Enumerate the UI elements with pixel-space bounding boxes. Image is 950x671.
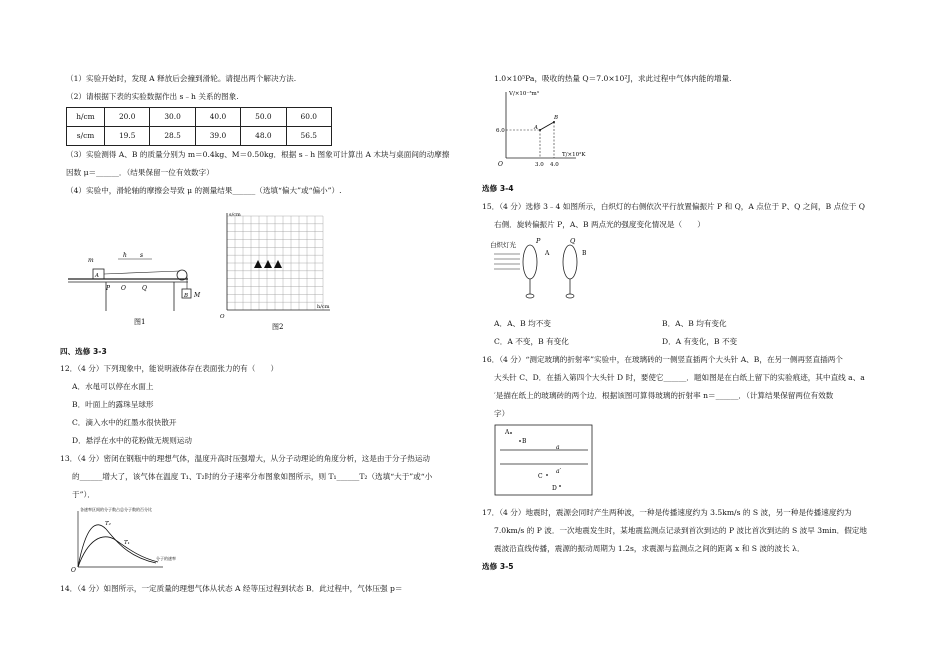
- fig14-label-b: B: [554, 115, 559, 121]
- q12-option-a: A．水黾可以停在水面上: [72, 382, 154, 391]
- section-heading-3-4: 选修 3-4: [482, 184, 514, 193]
- figure15-polarizers: [490, 232, 610, 304]
- q17-line1: 17．（4 分）地震时，震源会同时产生两种波，一种是传播速度约为 3.5km/s 的 S 波，另一种是传播速度约为: [482, 508, 852, 517]
- q15-option-c: C．A 不变，B 有变化: [494, 337, 569, 346]
- q16-line2: 大头针 C、D．在插入第四个大头针 D 时，要使它______．题如图是在白纸上留下的实验痕迹，其中直线 a、a: [494, 373, 865, 382]
- fig15-lamp-label: 白炽灯光: [490, 241, 516, 249]
- fig13-xlabel: 分子的速率: [156, 556, 176, 561]
- fig14-origin: O: [498, 161, 503, 168]
- q16-line1: 16．（4 分）“测定玻璃的折射率”实验中，在玻璃砖的一侧竖直插两个大头针 A、B，在另一侧再竖直插两个: [482, 355, 843, 364]
- curve-t2: [78, 537, 158, 567]
- fig13-label-t2: T₂: [105, 521, 111, 527]
- table-row: [67, 127, 332, 146]
- section-heading-3-5: 选修 3-5: [482, 562, 514, 571]
- fig2-xlabel: h/cm: [317, 304, 330, 310]
- fig1-label-m: m: [88, 257, 94, 264]
- fig16-label-c-pin: C: [538, 473, 543, 480]
- q14-line2: 1.0×10⁵Pa，吸收的热量 Q＝7.0×10²J，求此过程中气体内能的增量.: [494, 74, 732, 83]
- curve-t1: [78, 525, 156, 567]
- fig2-ylabel: s/cm: [229, 212, 241, 218]
- q13-line2: 的______增大了，该气体在温度 T₁、T₂时的分子速率分布图象如图所示，则 T₁______T₂（选填“大于”或“小: [72, 472, 433, 481]
- fig16-label-b-pin: B: [522, 438, 527, 445]
- data-marker: [274, 260, 282, 268]
- q13-line3: 于”）．: [72, 490, 95, 499]
- q15-line2: 右侧．旋转偏振片 P，A、B 两点光的强度变化情况是（ ）: [494, 220, 705, 229]
- polarizer-q: [563, 245, 577, 279]
- fig1-label-s: s: [140, 252, 144, 259]
- table-cell: 19.5: [105, 127, 150, 146]
- data-marker: [264, 260, 272, 268]
- q12-stem: 12．（4 分）下列现象中，能说明液体存在表面张力的有（ ）: [60, 364, 279, 373]
- fig2-origin: O: [220, 314, 225, 320]
- q13-line1: 13．（4 分）密闭在钢瓶中的理想气体，温度升高时压强增大，从分子动理论的角度分析，这是由于分子热运动: [60, 454, 431, 463]
- q12-option-b: B．叶面上的露珠呈球形: [72, 400, 154, 409]
- fig13-origin: O: [71, 567, 76, 573]
- polarizer-p: [523, 245, 537, 279]
- table-cell: 60.0: [286, 108, 331, 127]
- fig15-label-p: P: [536, 237, 541, 245]
- q12-option-d: D．悬浮在水中的花粉做无规则运动: [72, 436, 192, 445]
- fig1-label-A: A: [95, 273, 99, 279]
- table-cell: 40.0: [195, 108, 240, 127]
- fig16-label-a-line: a: [556, 444, 560, 451]
- fig16-label-a-prime-line: a′: [556, 468, 561, 475]
- fig13-label-t1: T₁: [124, 540, 130, 546]
- fig1-label-B: B: [184, 293, 189, 299]
- fig16-label-a-pin: A: [505, 429, 510, 436]
- fig1-label-O: O: [121, 285, 126, 292]
- table-cell: 56.5: [286, 127, 331, 146]
- q16-line3: ′是描在纸上的玻璃砖的两个边．根据该图可算得玻璃的折射率 n＝______．（计算结果保留两位有效数: [494, 391, 834, 400]
- q11-part2: （2）请根据下表的实验数据作出 s﹣h 关系的图象.: [66, 92, 239, 101]
- figure16-glass-trace: [494, 424, 594, 496]
- q11-part4: （4）实验中，滑轮轴的摩擦会导致 μ 的测量结果______（选填“偏大”或“偏小”）.: [66, 186, 342, 195]
- q12-option-c: C．滴入水中的红墨水很快散开: [72, 418, 177, 427]
- table-header: h/cm: [67, 108, 105, 127]
- fig14-label-a: A: [534, 125, 538, 131]
- fig14-x-tick1: 3.0: [535, 162, 544, 168]
- figure1-apparatus: [66, 246, 206, 326]
- fig14-x-tick2: 4.0: [550, 162, 559, 168]
- table-row: [67, 108, 332, 127]
- table-cell: 30.0: [150, 108, 195, 127]
- table-header: s/cm: [67, 127, 105, 146]
- fig14-y-tick: 6.0: [496, 128, 505, 134]
- section-heading-3-3: 四、选修 3-3: [60, 347, 107, 356]
- q15-option-d: D．A 有变化，B 不变: [662, 337, 738, 346]
- q17-line2: 7.0km/s 的 P 波．一次地震发生时，某地震监测点记录到首次到达的 P 波比首次到达的 S 波早 3min．假定地: [494, 526, 867, 535]
- fig2-caption: 图2: [272, 323, 284, 331]
- fig14-xlabel: T/×10²K: [562, 152, 586, 158]
- fig1-label-h: h: [123, 252, 127, 259]
- table-cell: 39.0: [195, 127, 240, 146]
- fig15-label-a: A: [545, 250, 550, 257]
- fig16-label-d-pin: D: [552, 485, 557, 492]
- q15-option-b: B．A、B 均有变化: [662, 319, 727, 328]
- q16-line4: 字）: [494, 409, 510, 418]
- fig15-label-b: B: [582, 250, 587, 257]
- table-cell: 20.0: [105, 108, 150, 127]
- figure14-vt-graph: [496, 88, 606, 172]
- q11-part3b: 因数 μ＝______．（结果保留一位有效数字）: [66, 168, 214, 177]
- point-b: [553, 121, 555, 123]
- table-cell: 48.0: [241, 127, 286, 146]
- data-marker: [254, 260, 262, 268]
- q15-line1: 15．（4 分）选修 3﹣4 如图所示，白炽灯的右侧依次平行放置偏振片 P 和 Q，A 点位于 P、Q 之间，B 点位于 Q: [482, 202, 866, 211]
- fig14-ylabel: V/×10⁻³m³: [509, 91, 539, 97]
- q11-part3a: （3）实验测得 A、B 的质量分别为 m＝0.4kg、M＝0.50kg．根据 s﹣h 图象可计算出 A 木块与桌面间的动摩擦: [66, 150, 450, 159]
- table-cell: 50.0: [241, 108, 286, 127]
- process-line-ab: [540, 122, 554, 130]
- fig1-label-Q: Q: [142, 285, 147, 292]
- table-cell: 28.5: [150, 127, 195, 146]
- fig1-caption: 图1: [134, 318, 146, 326]
- fig1-label-M: M: [194, 292, 201, 299]
- fig1-label-P: P: [106, 285, 111, 292]
- q11-part1: （1）实验开始时，发现 A 释放后会撞到滑轮。请提出两个解决方法.: [66, 74, 297, 83]
- fig13-ylabel: 各速率区间的分子数占总分子数的百分比: [80, 507, 152, 512]
- q14-stem: 14．（4 分）如图所示，一定质量的理想气体从状态 A 经等压过程到状态 B．此过程中，气体压强 p＝: [60, 584, 403, 593]
- data-table: [66, 107, 332, 146]
- figure2-grid: [218, 208, 338, 332]
- q17-line3: 震波沿直线传播，震源的振动周期为 1.2s，求震源与监测点之间的距离 x 和 S 波的波长 λ．: [494, 544, 805, 553]
- figure13-distribution: [68, 505, 188, 573]
- fig15-label-q: Q: [570, 237, 576, 245]
- q15-option-a: A．A、B 均不变: [494, 319, 551, 328]
- point-a: [539, 129, 541, 131]
